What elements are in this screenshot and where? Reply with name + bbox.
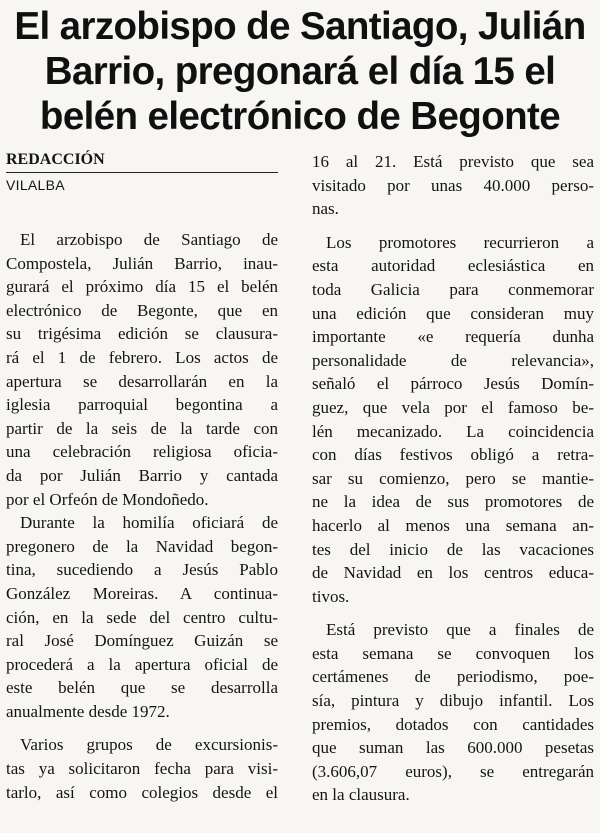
article-column-2 bbox=[312, 150, 594, 807]
headline-line: belén electrónico de Begonte bbox=[39, 95, 561, 138]
text-line: de Navidad en los centros educa- bbox=[312, 563, 594, 583]
byline-location: VILALBA bbox=[6, 177, 65, 193]
text-line: con días festivos obligó a retra- bbox=[312, 445, 594, 465]
text-line: procederá a la apertura oficial de bbox=[6, 654, 278, 674]
text-line: pregonero de la Navidad begon- bbox=[6, 536, 278, 556]
text-line: importante «e requería dunha bbox=[312, 327, 594, 347]
headline bbox=[6, 4, 594, 139]
text-line: tivos. bbox=[312, 586, 350, 606]
byline bbox=[6, 150, 278, 194]
text-line: rá el 1 de febrero. Los actos de bbox=[6, 347, 278, 367]
text-line: en la clausura. bbox=[312, 785, 410, 805]
text-line: toda Galicia para conmemorar bbox=[312, 279, 594, 299]
text-line: electrónico de Begonte, que en bbox=[6, 300, 278, 320]
text-line: (3.606,07 euros), se entregarán bbox=[312, 761, 594, 781]
text-line: este belén que se desarrolla bbox=[6, 678, 278, 698]
text-line: tina, sucediendo a Jesús Pablo bbox=[6, 560, 278, 580]
text-line: Durante la homilía oficiará de bbox=[20, 513, 278, 533]
text-line: señaló el párroco Jesús Domín- bbox=[312, 374, 594, 394]
text-line: da por Julián Barrio y cantada bbox=[6, 465, 278, 485]
text-line: esta autoridad eclesiástica en bbox=[312, 256, 594, 276]
text-line: esta semana se convoquen los bbox=[312, 643, 594, 663]
text-line: una celebración religiosa oficia- bbox=[6, 442, 278, 462]
text-line: Compostela, Julián Barrio, inau- bbox=[6, 253, 278, 273]
text-line: tes del inicio de las vacaciones bbox=[312, 539, 594, 559]
byline-department: REDACCIÓN bbox=[6, 150, 278, 173]
text-line: certámenes de periodismo, poe- bbox=[312, 667, 594, 687]
text-line: apertura se desarrollarán en la bbox=[6, 371, 278, 391]
text-line: nas. bbox=[312, 199, 339, 219]
text-line: hacerlo al menos una semana an- bbox=[312, 515, 594, 535]
text-line: lén mecanizado. La coincidencia bbox=[312, 421, 594, 441]
text-line: El arzobispo de Santiago de bbox=[20, 230, 278, 249]
text-line: 16 al 21. Está previsto que sea bbox=[312, 152, 594, 171]
text-line: gurará el próximo día 15 el belén bbox=[6, 277, 278, 297]
text-line: Los promotores recurrieron a bbox=[326, 232, 594, 252]
text-line: iglesia parroquial begontina a bbox=[6, 395, 278, 415]
text-line: sía, pintura y dibujo infantil. Los bbox=[312, 691, 594, 711]
text-line: visitado por unas 40.000 perso- bbox=[312, 175, 594, 195]
text-line: ción, en la sede del centro cultu- bbox=[6, 607, 278, 627]
text-line: tarlo, así como colegios desde el bbox=[6, 782, 278, 802]
text-line: que suman las 600.000 pesetas bbox=[312, 738, 594, 758]
text-line: personalidade de relevancia», bbox=[312, 350, 594, 370]
text-line: ne la idea de sus promotores de bbox=[312, 492, 594, 512]
text-line: guez, que vela por el famoso be- bbox=[312, 397, 594, 417]
article-column-1 bbox=[6, 228, 278, 804]
headline-line: El arzobispo de Santiago, Julián bbox=[14, 5, 586, 48]
text-line: partir de la seis de la tarde con bbox=[6, 418, 278, 438]
text-line: Varios grupos de excursionis- bbox=[20, 735, 278, 755]
text-line: Está previsto que a finales de bbox=[326, 620, 594, 640]
text-line: anualmente desde 1972. bbox=[6, 701, 170, 721]
text-line: premios, dotados con cantidades bbox=[312, 714, 594, 734]
headline-line: Barrio, pregonará el día 15 el bbox=[44, 50, 556, 93]
text-line: González Moreiras. A continua- bbox=[6, 583, 278, 603]
text-line: ral José Domínguez Guizán se bbox=[6, 631, 278, 651]
text-line: por el Orfeón de Mondoñedo. bbox=[6, 489, 209, 509]
text-line: una edición que consideran muy bbox=[312, 303, 594, 323]
text-line: tas ya solicitaron fecha para visi- bbox=[6, 759, 278, 779]
text-line: su trigésima edición se clausura- bbox=[6, 324, 278, 344]
text-line: sar su comienzo, pero se mantie- bbox=[312, 468, 594, 488]
